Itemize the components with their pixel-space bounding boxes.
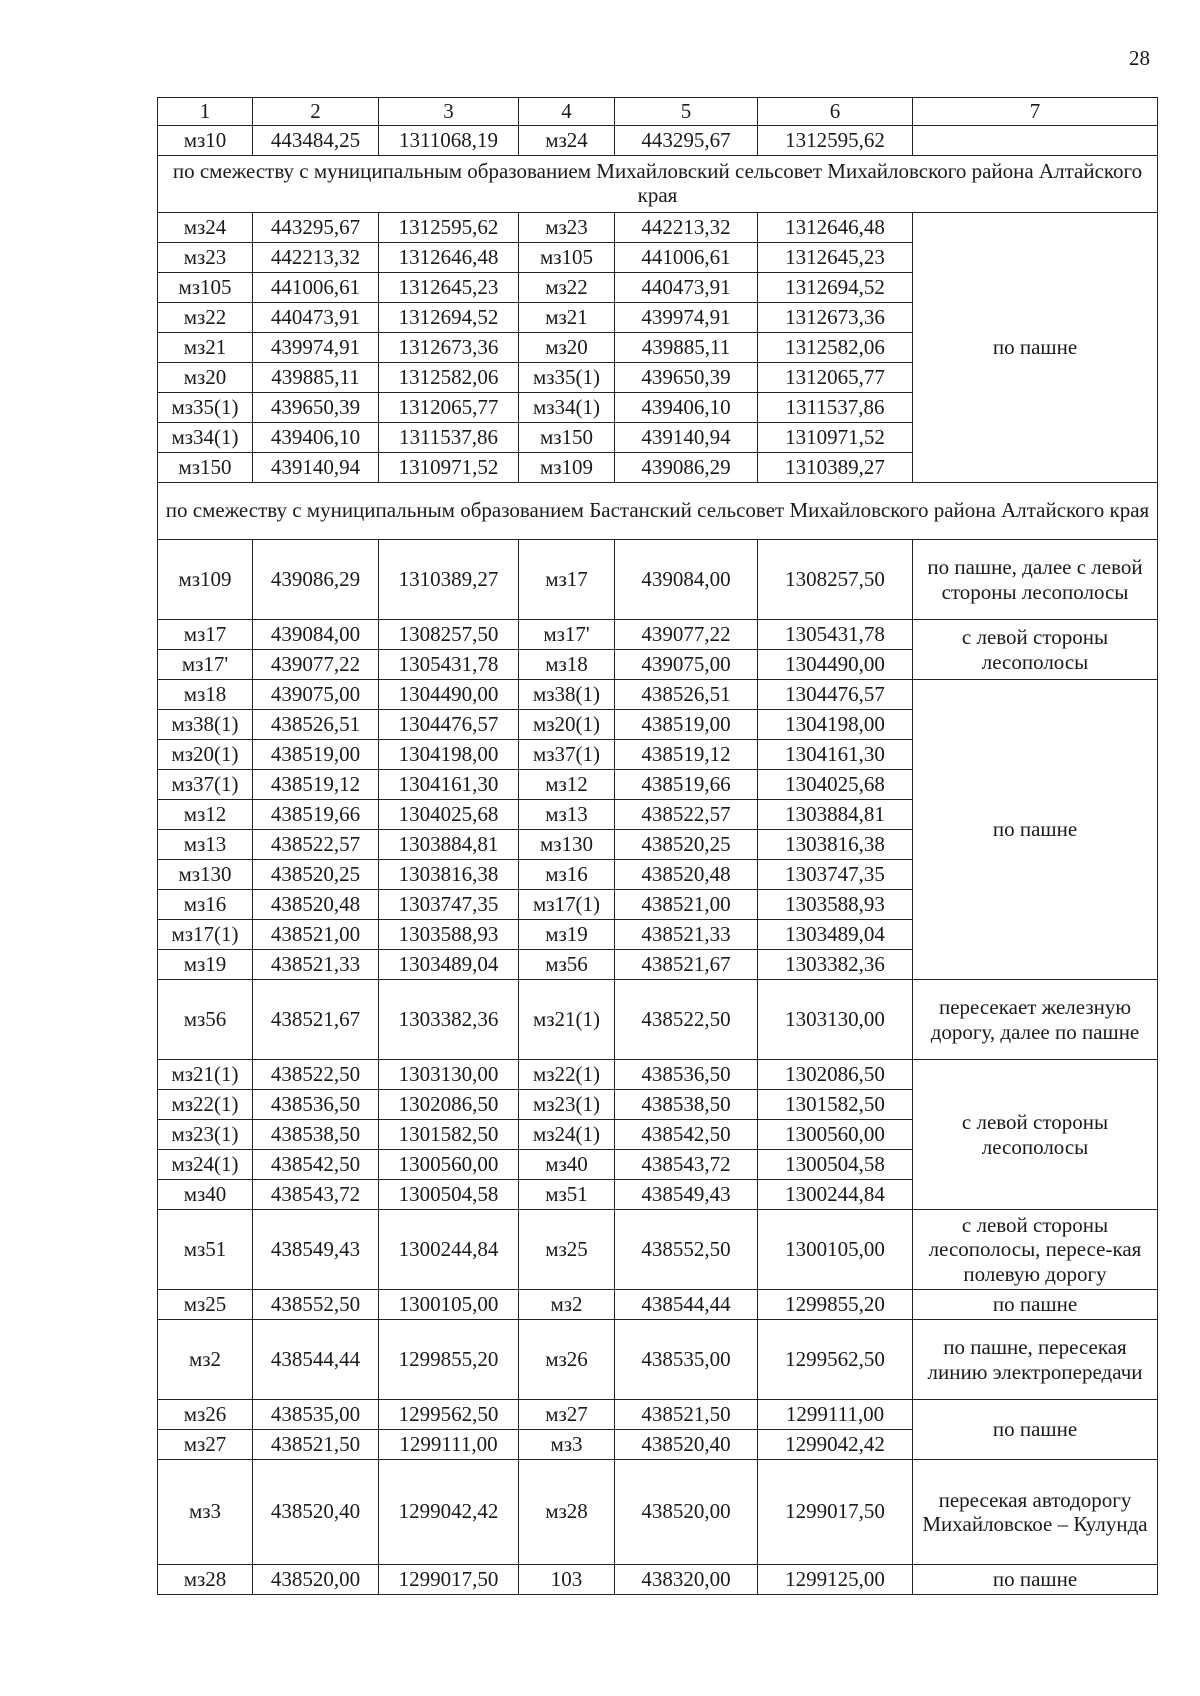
- start-x-cell: 438552,50: [253, 1290, 379, 1320]
- end-point-cell: мз21: [519, 303, 615, 333]
- start-x-cell: 438543,72: [253, 1180, 379, 1210]
- start-point-cell: мз13: [158, 830, 253, 860]
- section-heading: по смежеству с муниципальным образованием Михайловский сельсовет Михайловского района Алтайского края: [158, 156, 1158, 213]
- end-x-cell: 438320,00: [615, 1565, 758, 1595]
- end-point-cell: мз2: [519, 1290, 615, 1320]
- end-point-cell: мз51: [519, 1180, 615, 1210]
- end-x-cell: 438535,00: [615, 1320, 758, 1400]
- start-y-cell: 1310389,27: [379, 540, 519, 620]
- end-point-cell: мз37(1): [519, 740, 615, 770]
- end-y-cell: 1312645,23: [758, 243, 913, 273]
- start-x-cell: 438521,33: [253, 950, 379, 980]
- end-x-cell: 438521,00: [615, 890, 758, 920]
- end-y-cell: 1311537,86: [758, 393, 913, 423]
- end-y-cell: 1303884,81: [758, 800, 913, 830]
- end-point-cell: мз13: [519, 800, 615, 830]
- end-y-cell: 1304490,00: [758, 650, 913, 680]
- start-x-cell: 438520,25: [253, 860, 379, 890]
- start-point-cell: мз26: [158, 1400, 253, 1430]
- start-y-cell: 1303382,36: [379, 980, 519, 1060]
- end-x-cell: 439086,29: [615, 453, 758, 483]
- end-y-cell: 1301582,50: [758, 1090, 913, 1120]
- end-point-cell: мз24: [519, 126, 615, 156]
- start-point-cell: мз22(1): [158, 1090, 253, 1120]
- start-y-cell: 1305431,78: [379, 650, 519, 680]
- end-point-cell: мз23: [519, 213, 615, 243]
- table-row: [158, 1210, 1158, 1290]
- table-row: [158, 1460, 1158, 1565]
- end-point-cell: мз56: [519, 950, 615, 980]
- end-y-cell: 1304476,57: [758, 680, 913, 710]
- end-x-cell: 441006,61: [615, 243, 758, 273]
- column-header: 6: [758, 98, 913, 126]
- end-point-cell: мз26: [519, 1320, 615, 1400]
- start-x-cell: 439084,00: [253, 620, 379, 650]
- table-row: [158, 1290, 1158, 1320]
- start-x-cell: 439140,94: [253, 453, 379, 483]
- start-point-cell: мз28: [158, 1565, 253, 1595]
- start-x-cell: 438520,48: [253, 890, 379, 920]
- end-x-cell: 439885,11: [615, 333, 758, 363]
- end-point-cell: мз17: [519, 540, 615, 620]
- column-header: 1: [158, 98, 253, 126]
- start-y-cell: 1303884,81: [379, 830, 519, 860]
- table-row: [158, 1565, 1158, 1595]
- start-x-cell: 438536,50: [253, 1090, 379, 1120]
- table-body: [158, 126, 1158, 1595]
- boundary-description-cell: по пашне, пересекая линию электропередачи: [913, 1320, 1158, 1400]
- end-point-cell: мз38(1): [519, 680, 615, 710]
- column-header: 4: [519, 98, 615, 126]
- end-y-cell: 1300244,84: [758, 1180, 913, 1210]
- boundary-description-cell: по пашне: [913, 1565, 1158, 1595]
- start-y-cell: 1303747,35: [379, 890, 519, 920]
- column-header: 5: [615, 98, 758, 126]
- start-x-cell: 438526,51: [253, 710, 379, 740]
- start-x-cell: 438519,66: [253, 800, 379, 830]
- start-x-cell: 439974,91: [253, 333, 379, 363]
- end-x-cell: 440473,91: [615, 273, 758, 303]
- start-x-cell: 438535,00: [253, 1400, 379, 1430]
- end-x-cell: 438520,40: [615, 1430, 758, 1460]
- start-y-cell: 1312645,23: [379, 273, 519, 303]
- end-x-cell: 438544,44: [615, 1290, 758, 1320]
- end-y-cell: 1303130,00: [758, 980, 913, 1060]
- end-y-cell: 1303489,04: [758, 920, 913, 950]
- start-point-cell: мз21(1): [158, 1060, 253, 1090]
- start-point-cell: мз25: [158, 1290, 253, 1320]
- end-y-cell: 1303816,38: [758, 830, 913, 860]
- end-x-cell: 439974,91: [615, 303, 758, 333]
- end-y-cell: 1300504,58: [758, 1150, 913, 1180]
- section-heading-row: [158, 156, 1158, 213]
- start-y-cell: 1299562,50: [379, 1400, 519, 1430]
- boundary-description-cell: по пашне: [913, 680, 1158, 980]
- start-point-cell: мз24: [158, 213, 253, 243]
- start-y-cell: 1312646,48: [379, 243, 519, 273]
- end-x-cell: 439077,22: [615, 620, 758, 650]
- start-x-cell: 438538,50: [253, 1120, 379, 1150]
- start-y-cell: 1301582,50: [379, 1120, 519, 1150]
- start-point-cell: мз12: [158, 800, 253, 830]
- start-point-cell: мз3: [158, 1460, 253, 1565]
- end-point-cell: мз23(1): [519, 1090, 615, 1120]
- start-y-cell: 1302086,50: [379, 1090, 519, 1120]
- end-y-cell: 1305431,78: [758, 620, 913, 650]
- end-y-cell: 1300105,00: [758, 1210, 913, 1290]
- end-x-cell: 438520,00: [615, 1460, 758, 1565]
- end-x-cell: 438542,50: [615, 1120, 758, 1150]
- start-point-cell: мз17': [158, 650, 253, 680]
- table-row: [158, 1060, 1158, 1090]
- start-x-cell: 438521,50: [253, 1430, 379, 1460]
- section-heading-row: [158, 483, 1158, 540]
- start-y-cell: 1299855,20: [379, 1320, 519, 1400]
- end-x-cell: 438552,50: [615, 1210, 758, 1290]
- boundary-description-cell: по пашне: [913, 213, 1158, 483]
- start-point-cell: мз17: [158, 620, 253, 650]
- end-x-cell: 443295,67: [615, 126, 758, 156]
- start-y-cell: 1300504,58: [379, 1180, 519, 1210]
- start-x-cell: 438522,57: [253, 830, 379, 860]
- table-row: [158, 1400, 1158, 1430]
- end-point-cell: мз105: [519, 243, 615, 273]
- end-point-cell: мз20(1): [519, 710, 615, 740]
- start-y-cell: 1310971,52: [379, 453, 519, 483]
- start-y-cell: 1312065,77: [379, 393, 519, 423]
- start-point-cell: мз24(1): [158, 1150, 253, 1180]
- boundary-description-cell: пересекает железную дорогу, далее по пашне: [913, 980, 1158, 1060]
- start-point-cell: мз19: [158, 950, 253, 980]
- end-y-cell: 1300560,00: [758, 1120, 913, 1150]
- start-y-cell: 1303588,93: [379, 920, 519, 950]
- end-point-cell: мз25: [519, 1210, 615, 1290]
- end-point-cell: мз12: [519, 770, 615, 800]
- start-point-cell: мз10: [158, 126, 253, 156]
- table-row: [158, 680, 1158, 710]
- start-x-cell: 439885,11: [253, 363, 379, 393]
- end-y-cell: 1312694,52: [758, 273, 913, 303]
- end-x-cell: 439650,39: [615, 363, 758, 393]
- column-header: 2: [253, 98, 379, 126]
- start-x-cell: 442213,32: [253, 243, 379, 273]
- end-y-cell: 1304161,30: [758, 740, 913, 770]
- end-x-cell: 439075,00: [615, 650, 758, 680]
- start-y-cell: 1300560,00: [379, 1150, 519, 1180]
- end-x-cell: 438519,00: [615, 710, 758, 740]
- end-point-cell: мз130: [519, 830, 615, 860]
- end-point-cell: 103: [519, 1565, 615, 1595]
- start-x-cell: 438519,00: [253, 740, 379, 770]
- end-point-cell: мз28: [519, 1460, 615, 1565]
- start-point-cell: мз20: [158, 363, 253, 393]
- end-point-cell: мз3: [519, 1430, 615, 1460]
- start-y-cell: 1299017,50: [379, 1565, 519, 1595]
- end-point-cell: мз16: [519, 860, 615, 890]
- end-x-cell: 439140,94: [615, 423, 758, 453]
- end-y-cell: 1299042,42: [758, 1430, 913, 1460]
- start-y-cell: 1304025,68: [379, 800, 519, 830]
- start-y-cell: 1312595,62: [379, 213, 519, 243]
- end-y-cell: 1302086,50: [758, 1060, 913, 1090]
- boundary-description-cell: по пашне, далее с левой стороны лесополосы: [913, 540, 1158, 620]
- end-point-cell: мз34(1): [519, 393, 615, 423]
- boundary-description-cell: по пашне: [913, 1290, 1158, 1320]
- start-point-cell: мз27: [158, 1430, 253, 1460]
- end-x-cell: 438522,50: [615, 980, 758, 1060]
- end-point-cell: мз21(1): [519, 980, 615, 1060]
- end-y-cell: 1304198,00: [758, 710, 913, 740]
- end-y-cell: 1303747,35: [758, 860, 913, 890]
- column-header: 3: [379, 98, 519, 126]
- start-x-cell: 438542,50: [253, 1150, 379, 1180]
- table-row: [158, 1320, 1158, 1400]
- column-header: 7: [913, 98, 1158, 126]
- end-x-cell: 438543,72: [615, 1150, 758, 1180]
- start-y-cell: 1303816,38: [379, 860, 519, 890]
- end-y-cell: 1299562,50: [758, 1320, 913, 1400]
- start-point-cell: мз150: [158, 453, 253, 483]
- end-y-cell: 1310971,52: [758, 423, 913, 453]
- start-point-cell: мз21: [158, 333, 253, 363]
- end-point-cell: мз27: [519, 1400, 615, 1430]
- start-y-cell: 1312673,36: [379, 333, 519, 363]
- start-y-cell: 1299042,42: [379, 1460, 519, 1565]
- table-row: [158, 126, 1158, 156]
- end-point-cell: мз19: [519, 920, 615, 950]
- start-point-cell: мз105: [158, 273, 253, 303]
- start-y-cell: 1300105,00: [379, 1290, 519, 1320]
- end-x-cell: 442213,32: [615, 213, 758, 243]
- end-point-cell: мз17(1): [519, 890, 615, 920]
- end-x-cell: 438520,48: [615, 860, 758, 890]
- start-point-cell: мз23(1): [158, 1120, 253, 1150]
- start-y-cell: 1304161,30: [379, 770, 519, 800]
- end-y-cell: 1308257,50: [758, 540, 913, 620]
- end-y-cell: 1299125,00: [758, 1565, 913, 1595]
- table-header: [158, 98, 1158, 126]
- end-y-cell: 1312065,77: [758, 363, 913, 393]
- boundary-description-cell: по пашне: [913, 1400, 1158, 1460]
- start-x-cell: 440473,91: [253, 303, 379, 333]
- start-point-cell: мз56: [158, 980, 253, 1060]
- boundary-description-cell: с левой стороны лесополосы: [913, 1060, 1158, 1210]
- start-x-cell: 439075,00: [253, 680, 379, 710]
- start-point-cell: мз51: [158, 1210, 253, 1290]
- start-y-cell: 1312694,52: [379, 303, 519, 333]
- end-point-cell: мз109: [519, 453, 615, 483]
- start-y-cell: 1311068,19: [379, 126, 519, 156]
- start-y-cell: 1308257,50: [379, 620, 519, 650]
- start-y-cell: 1303130,00: [379, 1060, 519, 1090]
- end-x-cell: 438521,50: [615, 1400, 758, 1430]
- start-x-cell: 439650,39: [253, 393, 379, 423]
- end-y-cell: 1304025,68: [758, 770, 913, 800]
- end-y-cell: 1299017,50: [758, 1460, 913, 1565]
- start-y-cell: 1311537,86: [379, 423, 519, 453]
- start-x-cell: 439086,29: [253, 540, 379, 620]
- start-x-cell: 438544,44: [253, 1320, 379, 1400]
- start-x-cell: 438521,00: [253, 920, 379, 950]
- boundary-description-cell: [913, 126, 1158, 156]
- end-point-cell: мз22: [519, 273, 615, 303]
- end-y-cell: 1312582,06: [758, 333, 913, 363]
- start-point-cell: мз40: [158, 1180, 253, 1210]
- end-point-cell: мз17': [519, 620, 615, 650]
- end-x-cell: 438538,50: [615, 1090, 758, 1120]
- start-x-cell: 439406,10: [253, 423, 379, 453]
- start-point-cell: мз23: [158, 243, 253, 273]
- end-x-cell: 438519,12: [615, 740, 758, 770]
- start-point-cell: мз16: [158, 890, 253, 920]
- end-x-cell: 438519,66: [615, 770, 758, 800]
- boundary-coordinates-table: [157, 97, 1158, 1595]
- start-point-cell: мз38(1): [158, 710, 253, 740]
- table-row: [158, 620, 1158, 650]
- start-x-cell: 438520,00: [253, 1565, 379, 1595]
- end-x-cell: 438520,25: [615, 830, 758, 860]
- start-y-cell: 1299111,00: [379, 1430, 519, 1460]
- end-y-cell: 1299111,00: [758, 1400, 913, 1430]
- start-y-cell: 1312582,06: [379, 363, 519, 393]
- column-number-row: [158, 98, 1158, 126]
- boundary-description-cell: пересекая автодорогу Михайловское – Кулунда: [913, 1460, 1158, 1565]
- end-x-cell: 438522,57: [615, 800, 758, 830]
- table-row: [158, 540, 1158, 620]
- end-point-cell: мз18: [519, 650, 615, 680]
- start-y-cell: 1304198,00: [379, 740, 519, 770]
- section-heading: по смежеству с муниципальным образованием Бастанский сельсовет Михайловского района Алтайского края: [158, 483, 1158, 540]
- end-x-cell: 438521,67: [615, 950, 758, 980]
- end-x-cell: 438526,51: [615, 680, 758, 710]
- start-y-cell: 1304476,57: [379, 710, 519, 740]
- end-y-cell: 1312646,48: [758, 213, 913, 243]
- end-x-cell: 439084,00: [615, 540, 758, 620]
- end-y-cell: 1303588,93: [758, 890, 913, 920]
- start-point-cell: мз109: [158, 540, 253, 620]
- start-x-cell: 439077,22: [253, 650, 379, 680]
- end-point-cell: мз22(1): [519, 1060, 615, 1090]
- end-x-cell: 439406,10: [615, 393, 758, 423]
- start-x-cell: 438549,43: [253, 1210, 379, 1290]
- end-point-cell: мз150: [519, 423, 615, 453]
- start-point-cell: мз17(1): [158, 920, 253, 950]
- start-y-cell: 1300244,84: [379, 1210, 519, 1290]
- start-x-cell: 438520,40: [253, 1460, 379, 1565]
- end-x-cell: 438549,43: [615, 1180, 758, 1210]
- start-x-cell: 441006,61: [253, 273, 379, 303]
- start-x-cell: 443484,25: [253, 126, 379, 156]
- table-row: [158, 980, 1158, 1060]
- end-y-cell: 1303382,36: [758, 950, 913, 980]
- start-point-cell: мз20(1): [158, 740, 253, 770]
- end-point-cell: мз40: [519, 1150, 615, 1180]
- end-y-cell: 1312595,62: [758, 126, 913, 156]
- end-y-cell: 1310389,27: [758, 453, 913, 483]
- start-point-cell: мз130: [158, 860, 253, 890]
- end-y-cell: 1312673,36: [758, 303, 913, 333]
- end-x-cell: 438521,33: [615, 920, 758, 950]
- end-y-cell: 1299855,20: [758, 1290, 913, 1320]
- start-point-cell: мз35(1): [158, 393, 253, 423]
- end-point-cell: мз35(1): [519, 363, 615, 393]
- end-point-cell: мз24(1): [519, 1120, 615, 1150]
- boundary-description-cell: с левой стороны лесополосы, пересе-кая полевую дорогу: [913, 1210, 1158, 1290]
- page-number: 28: [1129, 46, 1150, 70]
- start-point-cell: мз18: [158, 680, 253, 710]
- start-point-cell: мз2: [158, 1320, 253, 1400]
- start-y-cell: 1303489,04: [379, 950, 519, 980]
- start-x-cell: 438519,12: [253, 770, 379, 800]
- end-point-cell: мз20: [519, 333, 615, 363]
- start-x-cell: 438522,50: [253, 1060, 379, 1090]
- start-x-cell: 438521,67: [253, 980, 379, 1060]
- start-point-cell: мз22: [158, 303, 253, 333]
- start-point-cell: мз34(1): [158, 423, 253, 453]
- boundary-description-cell: с левой стороны лесополосы: [913, 620, 1158, 680]
- end-x-cell: 438536,50: [615, 1060, 758, 1090]
- start-point-cell: мз37(1): [158, 770, 253, 800]
- start-x-cell: 443295,67: [253, 213, 379, 243]
- table-row: [158, 213, 1158, 243]
- start-y-cell: 1304490,00: [379, 680, 519, 710]
